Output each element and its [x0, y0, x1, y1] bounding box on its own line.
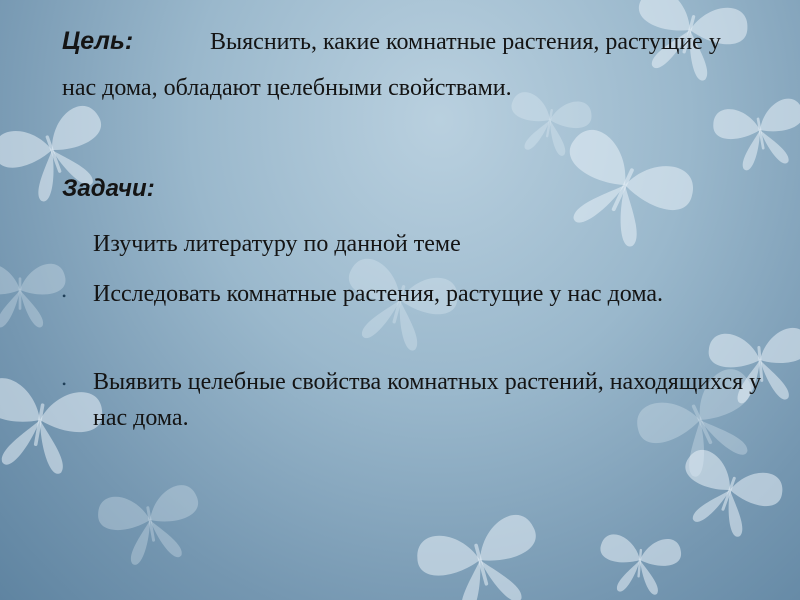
bullet-icon: • — [62, 377, 67, 391]
task-item: Изучить литературу по данной теме — [93, 231, 461, 257]
goal-label: Цель: — [62, 27, 134, 55]
goal-text: Выяснить, какие комнатные растения, растущие у нас дома, обладают целебными свойствами. — [62, 29, 721, 101]
bullet-icon: • — [62, 289, 67, 303]
task-item: Исследовать комнатные растения, растущие у нас дома. — [93, 281, 663, 307]
tasks-heading: Задачи: — [62, 175, 155, 202]
goal-paragraph — [62, 18, 752, 111]
task-item: Выявить целебные свойства комнатных растений, находящихся у нас дома. — [93, 369, 762, 431]
